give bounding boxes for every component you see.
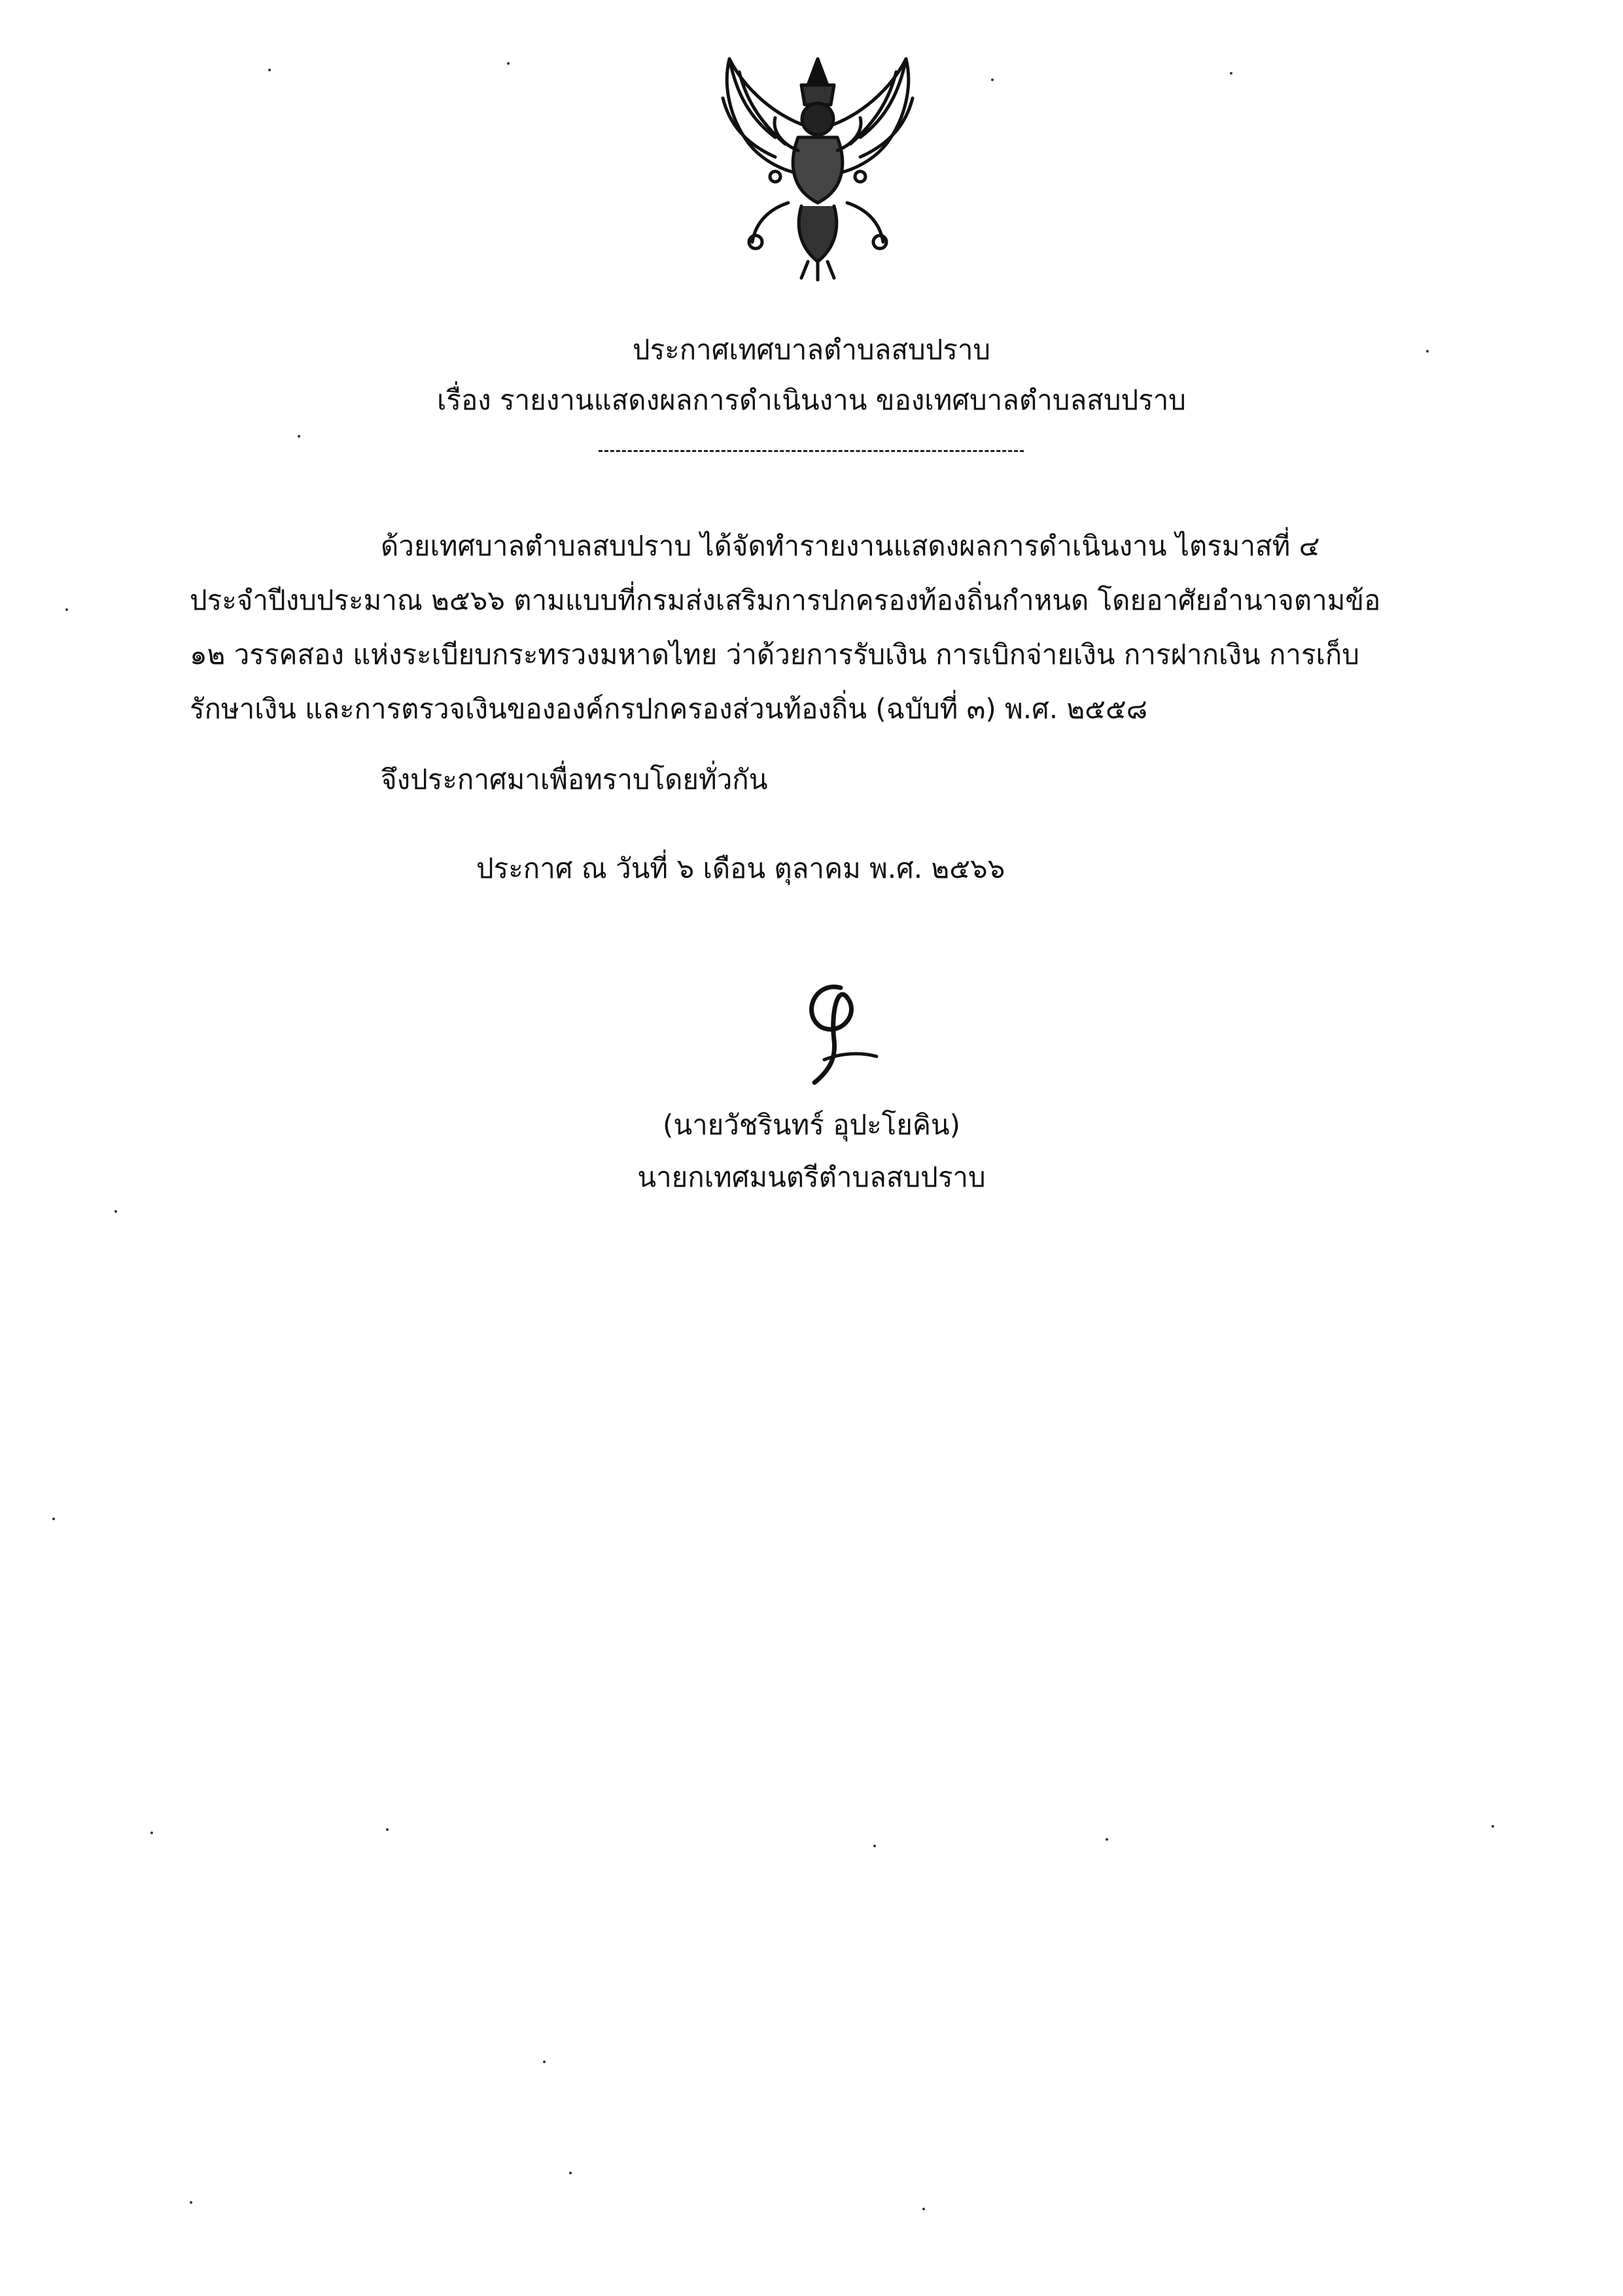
closing-statement: จึงประกาศมาเพื่อทราบโดยทั่วกัน [381,763,768,795]
garuda-emblem-icon [710,46,926,281]
announcement-subject: เรื่อง รายงานแสดงผลการดำเนินงาน ของเทศบาลตำบลสบปราบ [437,384,1186,416]
handwritten-signature [769,975,899,1092]
announcement-title: ประกาศเทศบาลตำบลสบปราบ [632,334,991,366]
scan-speck [991,78,994,81]
scan-speck [543,2061,546,2063]
scan-speck [190,2201,192,2204]
scan-speck [386,1828,389,1831]
body-line-2: ประจำปีงบประมาณ ๒๕๖๖ ตามแบบที่กรมส่งเสริมการปกครองท้องถิ่นกำหนด โดยอาศัยอำนาจตามข้อ [190,584,1381,616]
scan-speck [1230,72,1232,75]
heading-divider [599,450,1024,452]
signer-position: นายกเทศมนตรีตำบลสบปราบ [637,1161,986,1193]
body-line-3: ๑๒ วรรคสอง แห่งระเบียบกระทรวงมหาดไทย ว่าด้วยการรับเงิน การเบิกจ่ายเงิน การฝากเงิน การเก็บ [190,638,1359,670]
scan-speck [268,69,271,71]
signer-name: (นายวัชรินทร์ อุปะโยคิน) [662,1109,961,1141]
scan-speck [1426,350,1429,353]
body-paragraph [190,519,1433,736]
body-line-4: รักษาเงิน และการตรวจเงินขององค์กรปกครองส่วนท้องถิ่น (ฉบับที่ ๓) พ.ศ. ๒๕๕๘ [190,693,1148,725]
body-line-1: ด้วยเทศบาลตำบลสบปราบ ได้จัดทำรายงานแสดงผลการดำเนินงาน ไตรมาสที่ ๔ [381,530,1320,562]
scan-speck [922,2208,925,2210]
scan-speck [1492,1825,1494,1828]
scan-speck [114,1210,117,1213]
scan-speck [52,1518,55,1520]
scan-speck [569,2172,572,2174]
announcement-date: ประกาศ ณ วันที่ ๖ เดือน ตุลาคม พ.ศ. ๒๕๖๖ [476,852,1005,884]
scan-speck [65,608,68,611]
scan-speck [1106,1838,1108,1841]
scan-speck [873,1845,876,1847]
scan-speck [507,62,510,65]
scan-speck [150,1832,153,1834]
scan-speck [298,435,300,438]
